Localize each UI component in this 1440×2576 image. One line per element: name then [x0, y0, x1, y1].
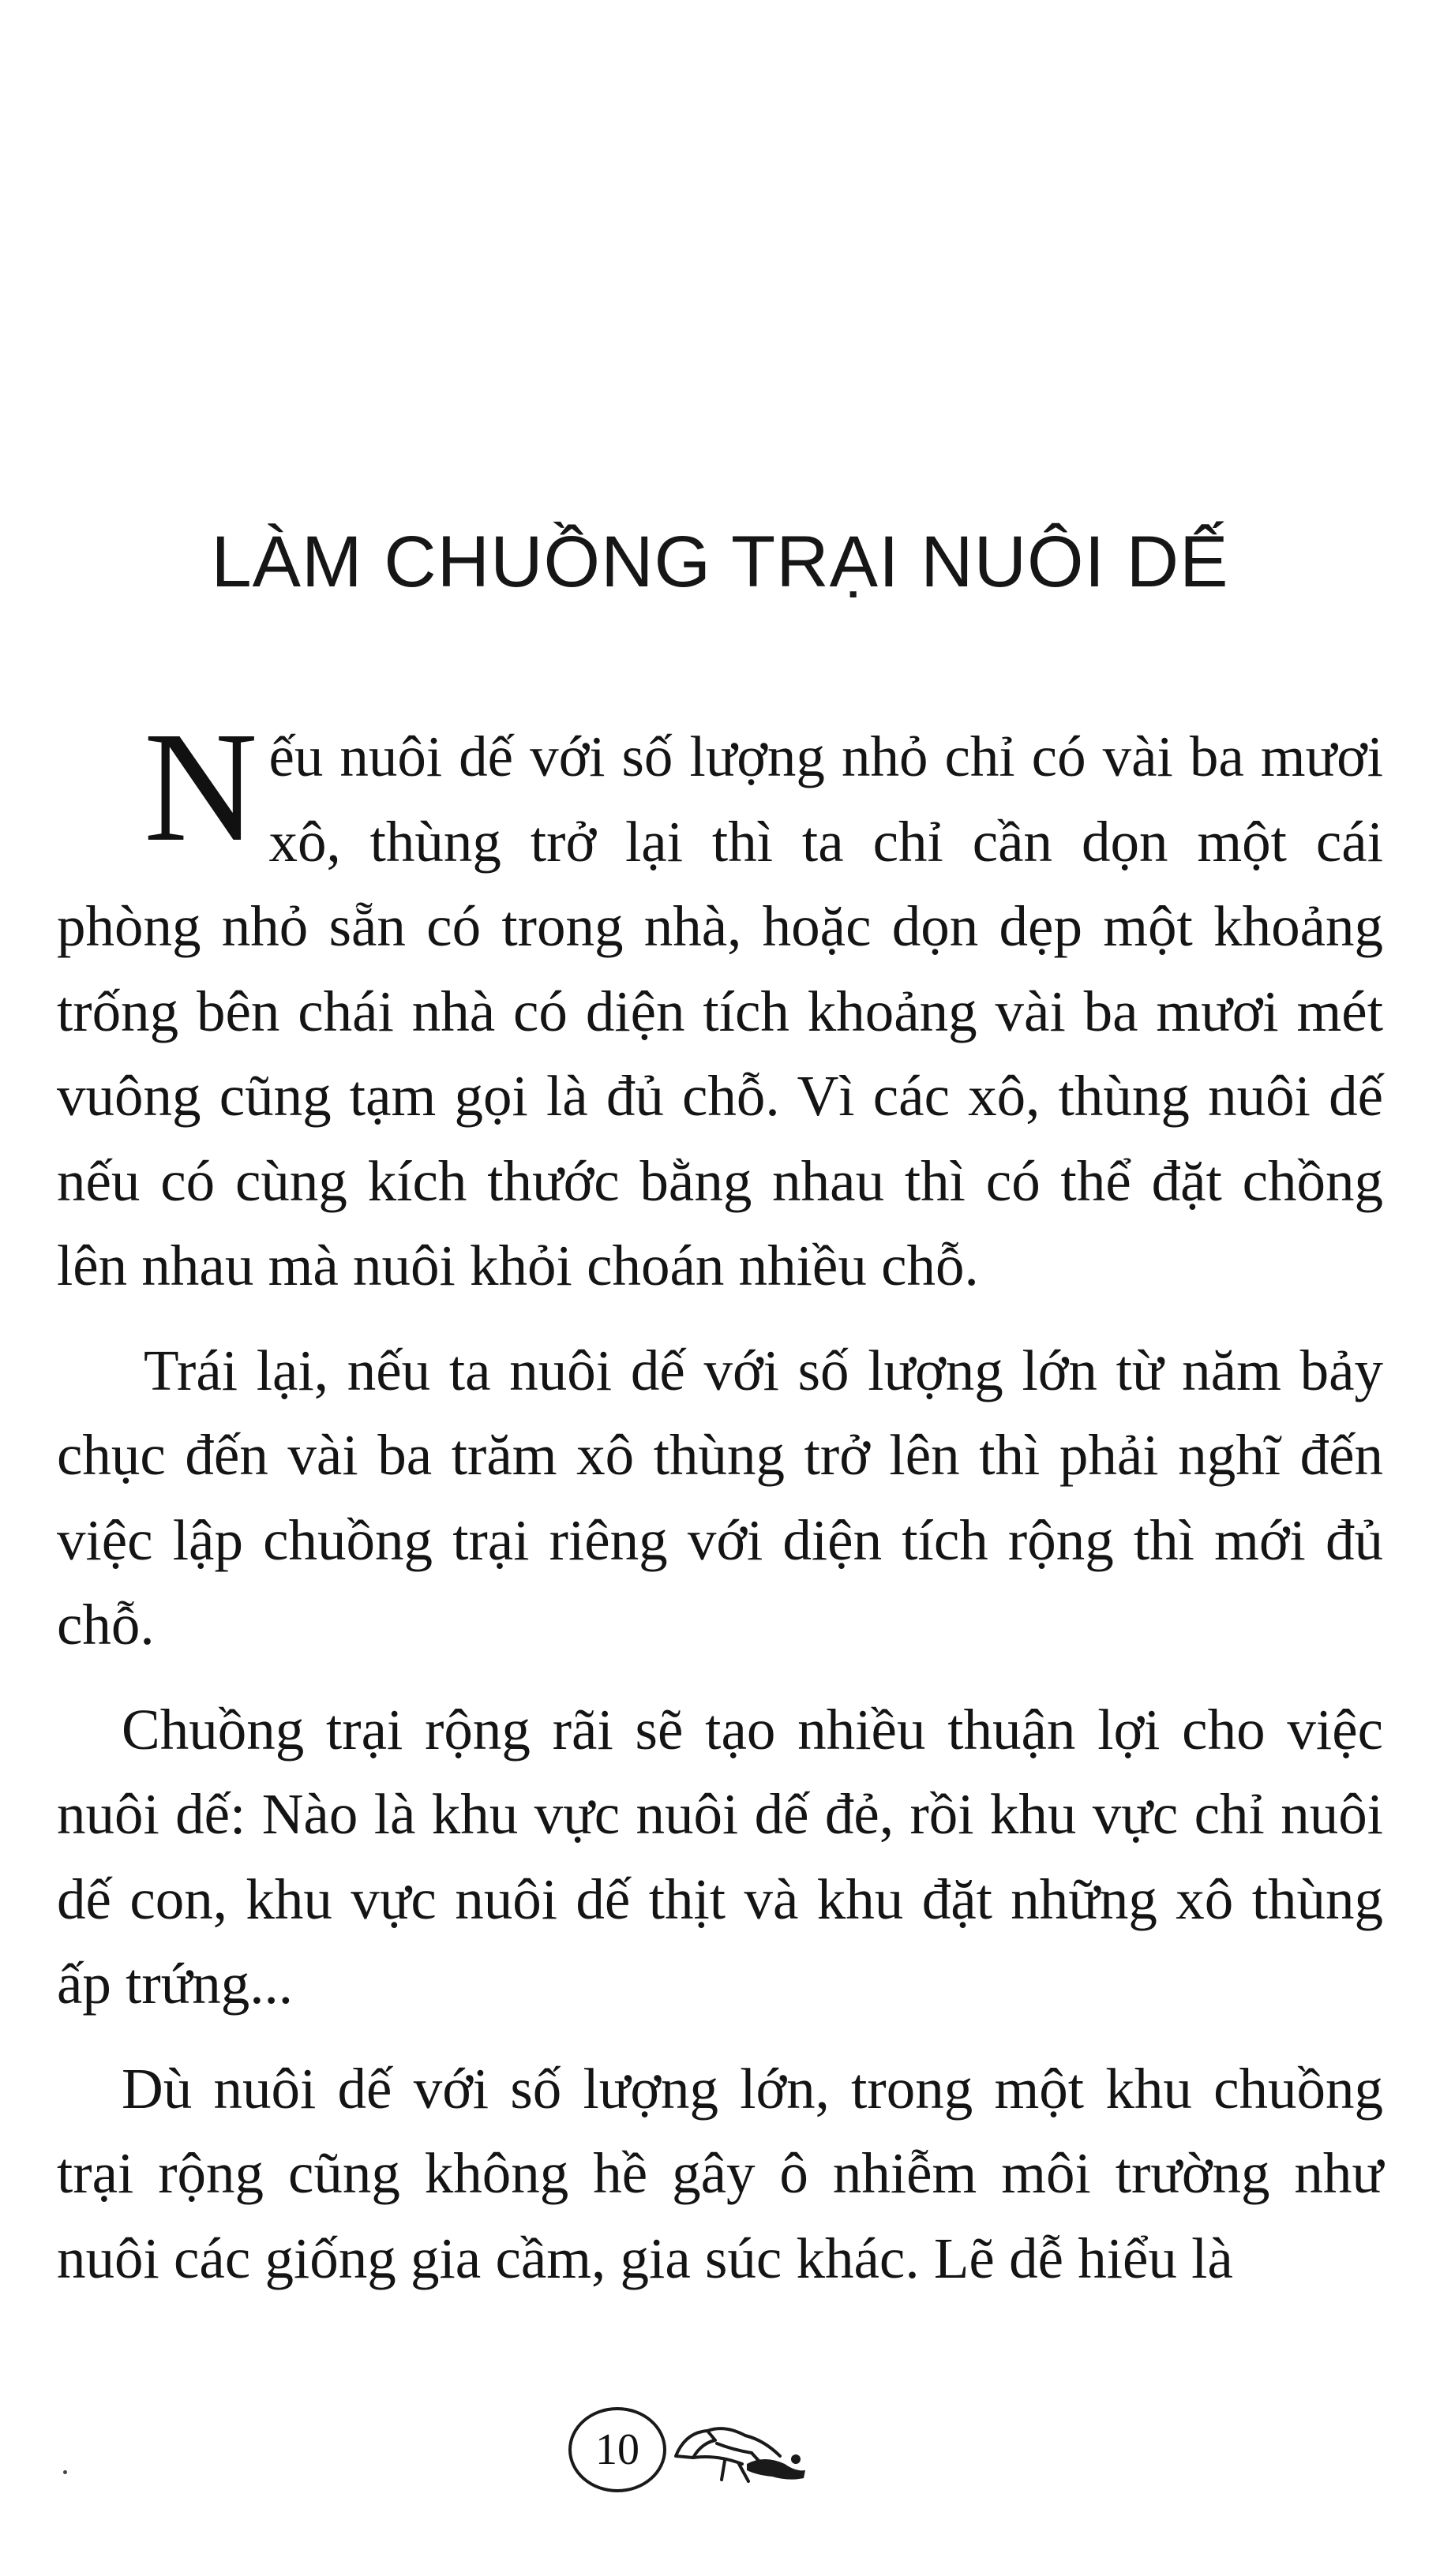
paragraph-3: Chuồng trại rộng rãi sẽ tạo nhiều thuận lợi cho việc nuôi dế: Nào là khu vực nuôi dế đẻ, rồi khu vực chỉ nuôi dế con, khu vực nuôi dế thịt và khu đặt những xô thùng ấp trứng... — [57, 1697, 1383, 2016]
page-number: 10 — [568, 2407, 666, 2492]
drop-cap: N — [144, 700, 258, 874]
body-text — [57, 700, 1383, 2301]
paragraph-1-text: ếu nuôi dế với số lượng nhỏ chỉ có vài ba mươi xô, thùng trở lại thì ta chỉ cần dọn một cái phòng nhỏ sẵn có trong nhà, hoặc dọn dẹp một khoảng trống bên chái nhà có diện tích khoảng vài ba mươi mét vuông cũng tạm gọi là đủ chỗ. Vì các xô, thùng nuôi dế nếu có cùng kích thước bằng nhau thì có thể đặt chồng lên nhau mà nuôi khỏi choán nhiều chỗ. — [57, 724, 1383, 1297]
paragraph-1 — [57, 700, 1383, 1309]
chapter-title: LÀM CHUỒNG TRẠI NUÔI DẾ — [211, 522, 1229, 602]
page-footer — [568, 2407, 821, 2494]
paragraph-2: Trái lại, nếu ta nuôi dế với số lượng lớn từ năm bảy chục đến vài ba trăm xô thùng trở lên thì phải nghĩ đến việc lập chuồng trại riêng với diện tích rộng thì mới đủ chỗ. — [57, 1338, 1383, 1657]
cricket-icon — [669, 2409, 812, 2488]
scan-speck — [63, 2470, 67, 2474]
paragraph-4: Dù nuôi dế với số lượng lớn, trong một khu chuồng trại rộng cũng không hề gây ô nhiễm môi trường như nuôi các giống gia cầm, gia súc khác. Lẽ dễ hiểu là — [57, 2056, 1383, 2290]
